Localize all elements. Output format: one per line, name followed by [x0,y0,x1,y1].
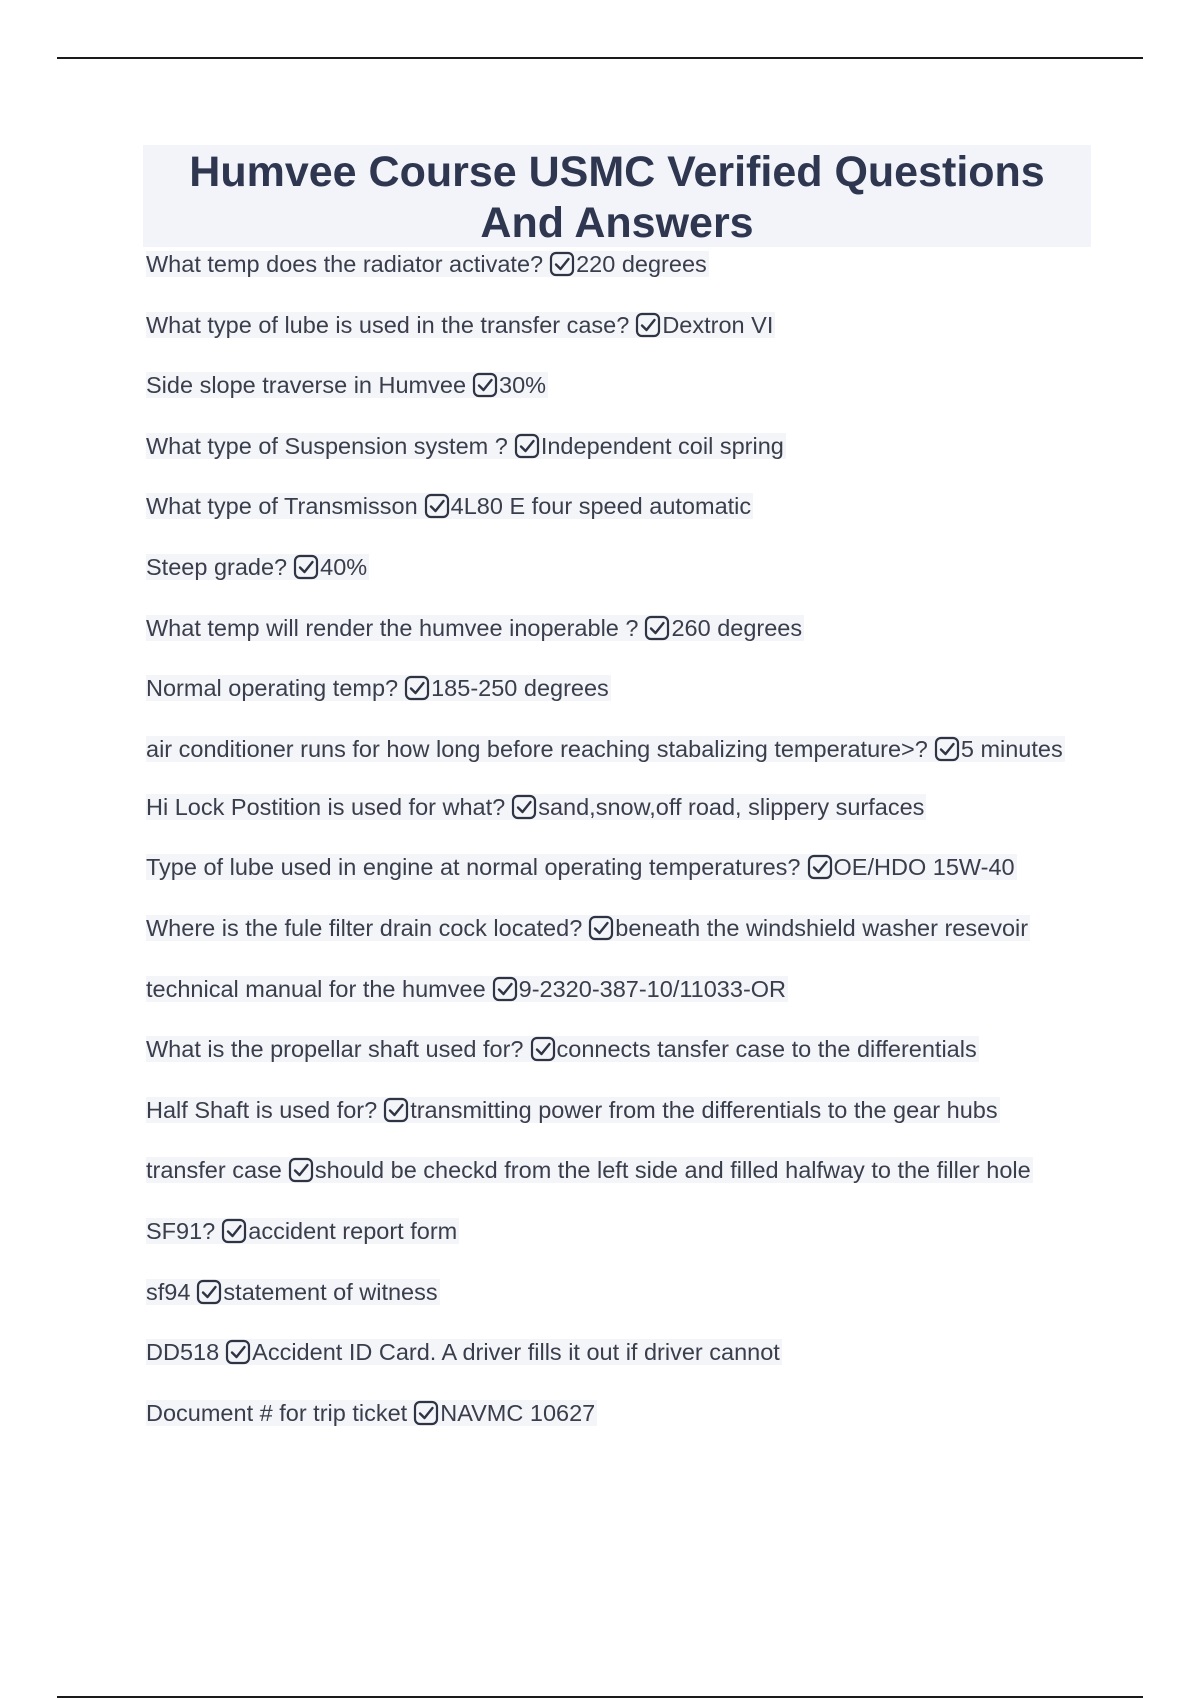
question-text: Side slope traverse in Humvee [146,372,467,399]
question-text: What type of Transmisson [146,493,418,520]
checkbox-checked-icon [530,1036,556,1062]
answer-text: Independent coil spring [540,432,784,459]
qa-item [146,1095,1086,1125]
answer-text: 185-250 degrees [431,675,609,702]
qa-item [146,913,1086,943]
checkbox-checked-icon [293,554,319,580]
answer-text: 260 degrees [671,614,803,641]
question-text: What temp will render the humvee inoperable ? [146,614,639,641]
qa-list [146,249,1086,1458]
checkbox-checked-icon [424,493,450,519]
question-text: Normal operating temp? [146,675,399,702]
qa-item [146,852,1086,882]
checkbox-checked-icon [635,312,661,338]
answer-text: should be checkd from the left side and filled halfway to the filler hole [314,1157,1031,1184]
checkbox-checked-icon [514,433,540,459]
answer-text: connects tansfer case to the differentials [556,1036,977,1063]
question-text: What type of lube is used in the transfer case? [146,311,630,338]
checkbox-checked-icon [807,854,833,880]
qa-item [146,491,1086,521]
question-text: Hi Lock Postition is used for what? [146,793,506,820]
checkbox-checked-icon [404,675,430,701]
question-text: Where is the fule filter drain cock located? [146,914,583,941]
question-text: air conditioner runs for how long before reaching stabalizing temperature>? [146,735,928,762]
checkbox-checked-icon [472,372,498,398]
checkbox-checked-icon [288,1157,314,1183]
qa-item [146,1398,1086,1428]
answer-text: 5 minutes [960,735,1063,762]
question-text: What is the propellar shaft used for? [146,1036,524,1063]
qa-item [146,1337,1086,1367]
qa-item [146,310,1086,340]
checkbox-checked-icon [511,794,537,820]
title-banner [143,145,1091,247]
question-text: transfer case [146,1157,282,1184]
qa-item [146,370,1086,400]
qa-item [146,734,1086,764]
qa-item [146,1155,1086,1185]
question-text: What type of Suspension system ? [146,432,508,459]
checkbox-checked-icon [383,1097,409,1123]
answer-text: OE/HDO 15W-40 [833,854,1015,881]
answer-text: statement of witness [223,1278,438,1305]
checkbox-checked-icon [492,976,518,1002]
qa-item [146,1034,1086,1064]
answer-text: accident report form [248,1217,458,1244]
footer-rule [57,1696,1143,1698]
question-text: Half Shaft is used for? [146,1096,378,1123]
answer-text: 30% [499,372,547,399]
answer-text: 9-2320-387-10/11033-OR [518,975,787,1002]
checkbox-checked-icon [413,1400,439,1426]
checkbox-checked-icon [934,736,960,762]
qa-item [146,552,1086,582]
answer-text: sand,snow,off road, slippery surfaces [538,793,925,820]
checkbox-checked-icon [196,1279,222,1305]
answer-text: Dextron VI [662,311,774,338]
answer-text: transmitting power from the differentials to the gear hubs [410,1096,998,1123]
qa-item [146,1216,1086,1246]
qa-item [146,1277,1086,1307]
checkbox-checked-icon [644,615,670,641]
qa-item [146,673,1086,703]
answer-text: 40% [320,553,368,580]
checkbox-checked-icon [221,1218,247,1244]
checkbox-checked-icon [225,1339,251,1365]
answer-text: 220 degrees [576,251,707,277]
checkbox-checked-icon [588,915,614,941]
checkbox-checked-icon [549,251,575,277]
qa-item [146,792,1086,822]
question-text: technical manual for the humvee [146,975,486,1002]
answer-text: Accident ID Card. A driver fills it out if driver cannot [252,1339,780,1366]
question-text: What temp does the radiator activate? [146,251,544,277]
header-rule [57,57,1143,59]
page-title: Humvee Course USMC Verified Questions And Answers [189,148,1045,247]
answer-text: 4L80 E four speed automatic [450,493,752,520]
qa-item [146,249,1086,279]
question-text: Type of lube used in engine at normal operating temperatures? [146,854,801,881]
answer-text: beneath the windshield washer resevoir [615,914,1029,941]
question-text: Steep grade? [146,553,288,580]
qa-item [146,431,1086,461]
answer-text: NAVMC 10627 [440,1399,596,1426]
question-text: SF91? [146,1217,216,1244]
qa-item [146,974,1086,1004]
question-text: DD518 [146,1339,220,1366]
question-text: Document # for trip ticket [146,1399,408,1426]
question-text: sf94 [146,1278,191,1305]
qa-item [146,613,1086,643]
